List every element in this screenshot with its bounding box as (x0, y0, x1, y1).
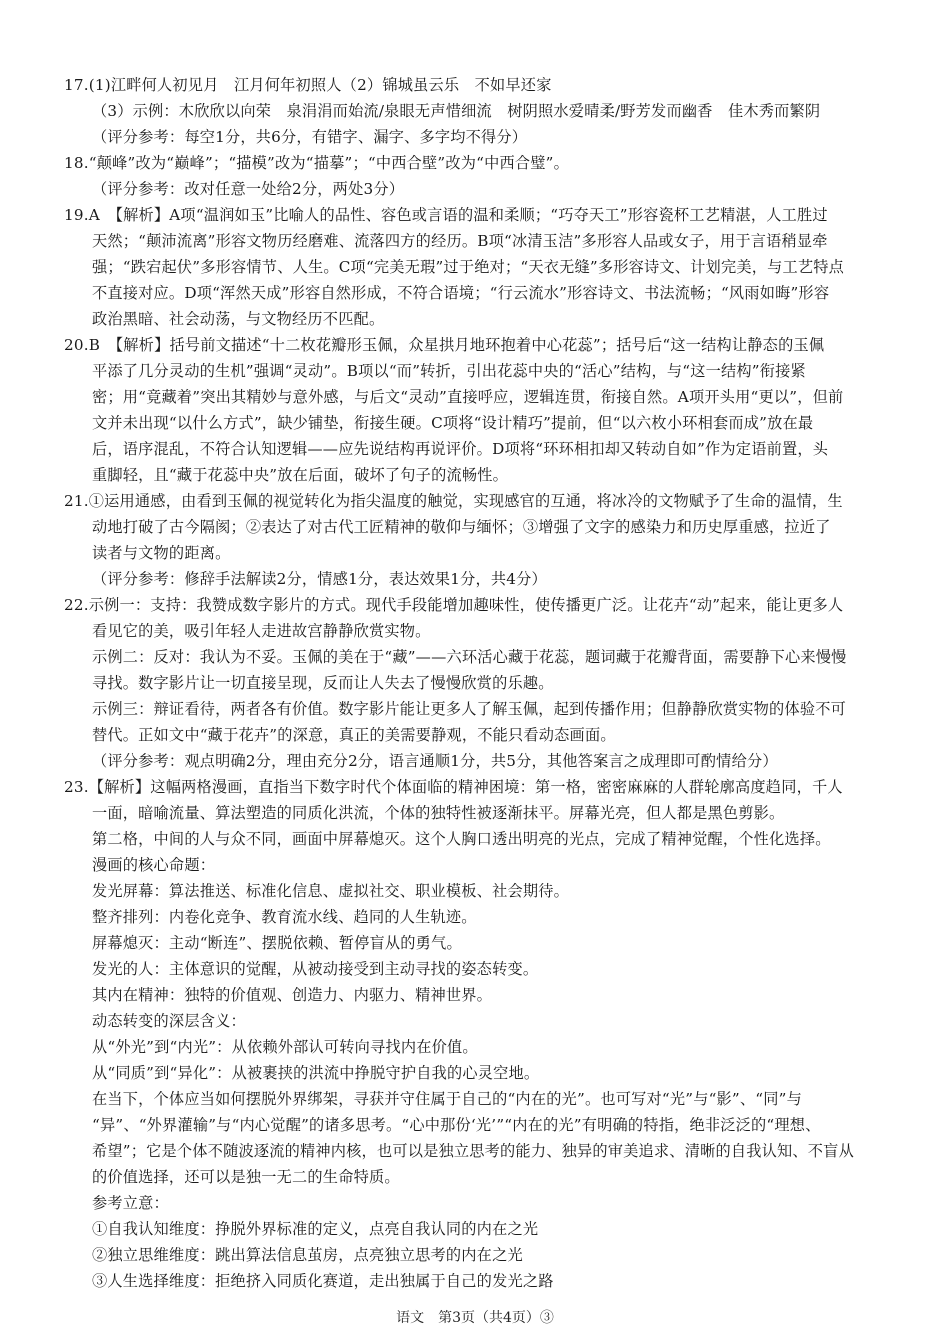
text-line-q19-2: 天然；“颠沛流离”形容文物历经磨难、流落四方的经历。B项“冰清玉洁”多形容人品或女子，用于言语稍显牵 (92, 232, 828, 250)
text-line-q21-4: （评分参考：修辞手法解读2分，情感1分，表达效果1分，共4分） (92, 570, 547, 588)
text-line-q19-5: 政治黑暗、社会动荡，与文物经历不匹配。 (92, 310, 385, 328)
text-line-q23-16: 的价值选择，还可以是独一无二的生命特质。 (92, 1168, 400, 1186)
text-line-q22-2: 看见它的美，吸引年轻人走进故宫静静欣赏实物。 (92, 622, 431, 640)
text-line-q20-5: 后，语序混乱，不符合认知逻辑——应先说结构再说评价。D项将“环环相扣却又转动自如”作为定语前置，头 (92, 440, 829, 458)
text-line-q23-14: “异”、“外界灌输”与“内心觉醒”的诸多思考。“心中那份‘光’”“内在的光”有明确的特指，绝非泛泛的“理想、 (92, 1116, 821, 1134)
text-line-q22-4: 寻找。数字影片让一切直接呈现，反而让人失去了慢慢欣赏的乐趣。 (92, 674, 554, 692)
text-line-q19-1: 19.A 【解析】A项“温润如玉”比喻人的品性、容色或言语的温和柔顺；“巧夺天工”形容瓷杯工艺精湛，人工胜过 (64, 206, 828, 224)
text-line-q19-3: 强；“跌宕起伏”多形容情节、人生。C项“完美无瑕”过于绝对；“天衣无缝”多形容诗文、计划完美，与工艺特点 (92, 258, 845, 276)
text-line-q20-2: 平添了几分灵动的生机”强调“灵动”。B项以“而”转折，引出花蕊中央的“活心”结构，与“这一结构”衔接紧 (92, 362, 806, 380)
text-line-q23-1: 23.【解析】这幅两格漫画，直指当下数字时代个体面临的精神困境：第一格，密密麻麻的人群轮廓高度趋同，千人 (64, 778, 843, 796)
text-line-q23-20: ③人生选择维度：拒绝挤入同质化赛道，走出独属于自己的发光之路 (92, 1272, 554, 1290)
text-line-q23-6: 整齐排列：内卷化竞争、教育流水线、趋同的人生轨迹。 (92, 908, 477, 926)
text-line-q23-9: 其内在精神：独特的价值观、创造力、内驱力、精神世界。 (92, 986, 493, 1004)
text-line-q20-1: 20.B 【解析】括号前文描述“十二枚花瓣形玉佩，众星拱月地环抱着中心花蕊”；括号后“这一结构让静态的玉佩 (64, 336, 825, 354)
text-line-q23-18: ①自我认知维度：挣脱外界标准的定义，点亮自我认同的内在之光 (92, 1220, 539, 1238)
text-line-q20-6: 重脚轻，且“藏于花蕊中央”放在后面，破坏了句子的流畅性。 (92, 466, 509, 484)
text-line-q22-3: 示例二：反对：我认为不妥。玉佩的美在于“藏”——六环活心藏于花蕊，题词藏于花瓣背面，需要静下心来慢慢 (92, 648, 847, 666)
text-line-q22-6: 替代。正如文中“藏于花卉”的深意，真正的美需要静观，不能只看动态画面。 (92, 726, 616, 744)
text-line-q22-1: 22.示例一：支持：我赞成数字影片的方式。现代手段能增加趣味性，使传播更广泛。让花卉“动”起来，能让更多人 (64, 596, 844, 614)
text-line-q21-2: 动地打破了古今隔阂；②表达了对古代工匠精神的敬仰与缅怀；③增强了文字的感染力和历史厚重感，拉近了 (92, 518, 831, 536)
text-line-q18-1: 18.“颠峰”改为“巅峰”；“描模”改为“描摹”；“中西合壁”改为“中西合璧”。 (64, 154, 570, 172)
page-footer: 语文 第3页（共4页）③ (396, 1310, 554, 1326)
text-line-q19-4: 不直接对应。D项“浑然天成”形容自然形成，不符合语境；“行云流水”形容诗文、书法流畅；“风雨如晦”形容 (92, 284, 830, 302)
text-line-q23-7: 屏幕熄灭：主动“断连”、摆脱依赖、暂停盲从的勇气。 (92, 934, 462, 952)
text-line-q23-15: 希望”；它是个体不随波逐流的精神内核，也可以是独立思考的能力、独异的审美追求、清晰的自我认知、不盲从 (92, 1142, 854, 1160)
text-line-q23-11: 从“外光”到“内光”：从依赖外部认可转向寻找内在价值。 (92, 1038, 478, 1056)
text-line-q21-3: 读者与文物的距离。 (92, 544, 231, 562)
text-line-q23-10: 动态转变的深层含义： (92, 1012, 246, 1030)
text-line-q23-3: 第二格，中间的人与众不同，画面中屏幕熄灭。这个人胸口透出明亮的光点，完成了精神觉醒，个性化选择。 (92, 830, 831, 848)
text-line-q22-7: （评分参考：观点明确2分，理由充分2分，语言通顺1分，共5分，其他答案言之成理即可酌情给分） (92, 752, 778, 770)
answer-content (64, 72, 884, 1294)
text-line-q20-3: 密；用“竟藏着”突出其精妙与意外感，与后文“灵动”直接呼应，逻辑连贯，衔接自然。A项开头用“更以”，但前 (92, 388, 844, 406)
text-line-q23-12: 从“同质”到“异化”：从被裹挟的洪流中挣脱守护自我的心灵空地。 (92, 1064, 540, 1082)
text-line-q23-2: 一面，暗喻流量、算法塑造的同质化洪流，个体的独特性被逐渐抹平。屏幕光亮，但人都是黑色剪影。 (92, 804, 785, 822)
text-line-q23-17: 参考立意： (92, 1194, 169, 1212)
text-line-q22-5: 示例三：辩证看待，两者各有价值。数字影片能让更多人了解玉佩，起到传播作用；但静静欣赏实物的体验不可 (92, 700, 846, 718)
text-line-q23-4: 漫画的核心命题： (92, 856, 216, 874)
text-line-q23-5: 发光屏幕：算法推送、标准化信息、虚拟社交、职业模板、社会期待。 (92, 882, 570, 900)
text-line-q18-2: （评分参考：改对任意一处给2分，两处3分） (92, 180, 405, 198)
text-line-q17-1: 17.(1)江畔何人初见月 江月何年初照人（2）锦城虽云乐 不如早还家 (64, 76, 552, 94)
text-line-q23-13: 在当下，个体应当如何摆脱外界绑架，寻获并守住属于自己的“内在的光”。也可写对“光”与“影”、“同”与 (92, 1090, 802, 1108)
text-line-q21-1: 21.①运用通感，由看到玉佩的视觉转化为指尖温度的触觉，实现感官的互通，将冰冷的文物赋予了生命的温情，生 (64, 492, 843, 510)
text-line-q23-19: ②独立思维维度：跳出算法信息茧房，点亮独立思考的内在之光 (92, 1246, 523, 1264)
text-line-q20-4: 文并未出现“以什么方式”，缺少铺垫，衔接生硬。C项将“设计精巧”提前，但“以六枚小环相套而成”放在最 (92, 414, 814, 432)
text-line-q17-2: （3）示例：木欣欣以向荣 泉涓涓而始流/泉眼无声惜细流 树阴照水爱晴柔/野芳发而幽香 佳木秀而繁阴 (92, 102, 821, 120)
text-line-q17-3: （评分参考：每空1分，共6分，有错字、漏字、多字均不得分） (92, 128, 528, 146)
text-line-q23-8: 发光的人：主体意识的觉醒，从被动接受到主动寻找的姿态转变。 (92, 960, 539, 978)
